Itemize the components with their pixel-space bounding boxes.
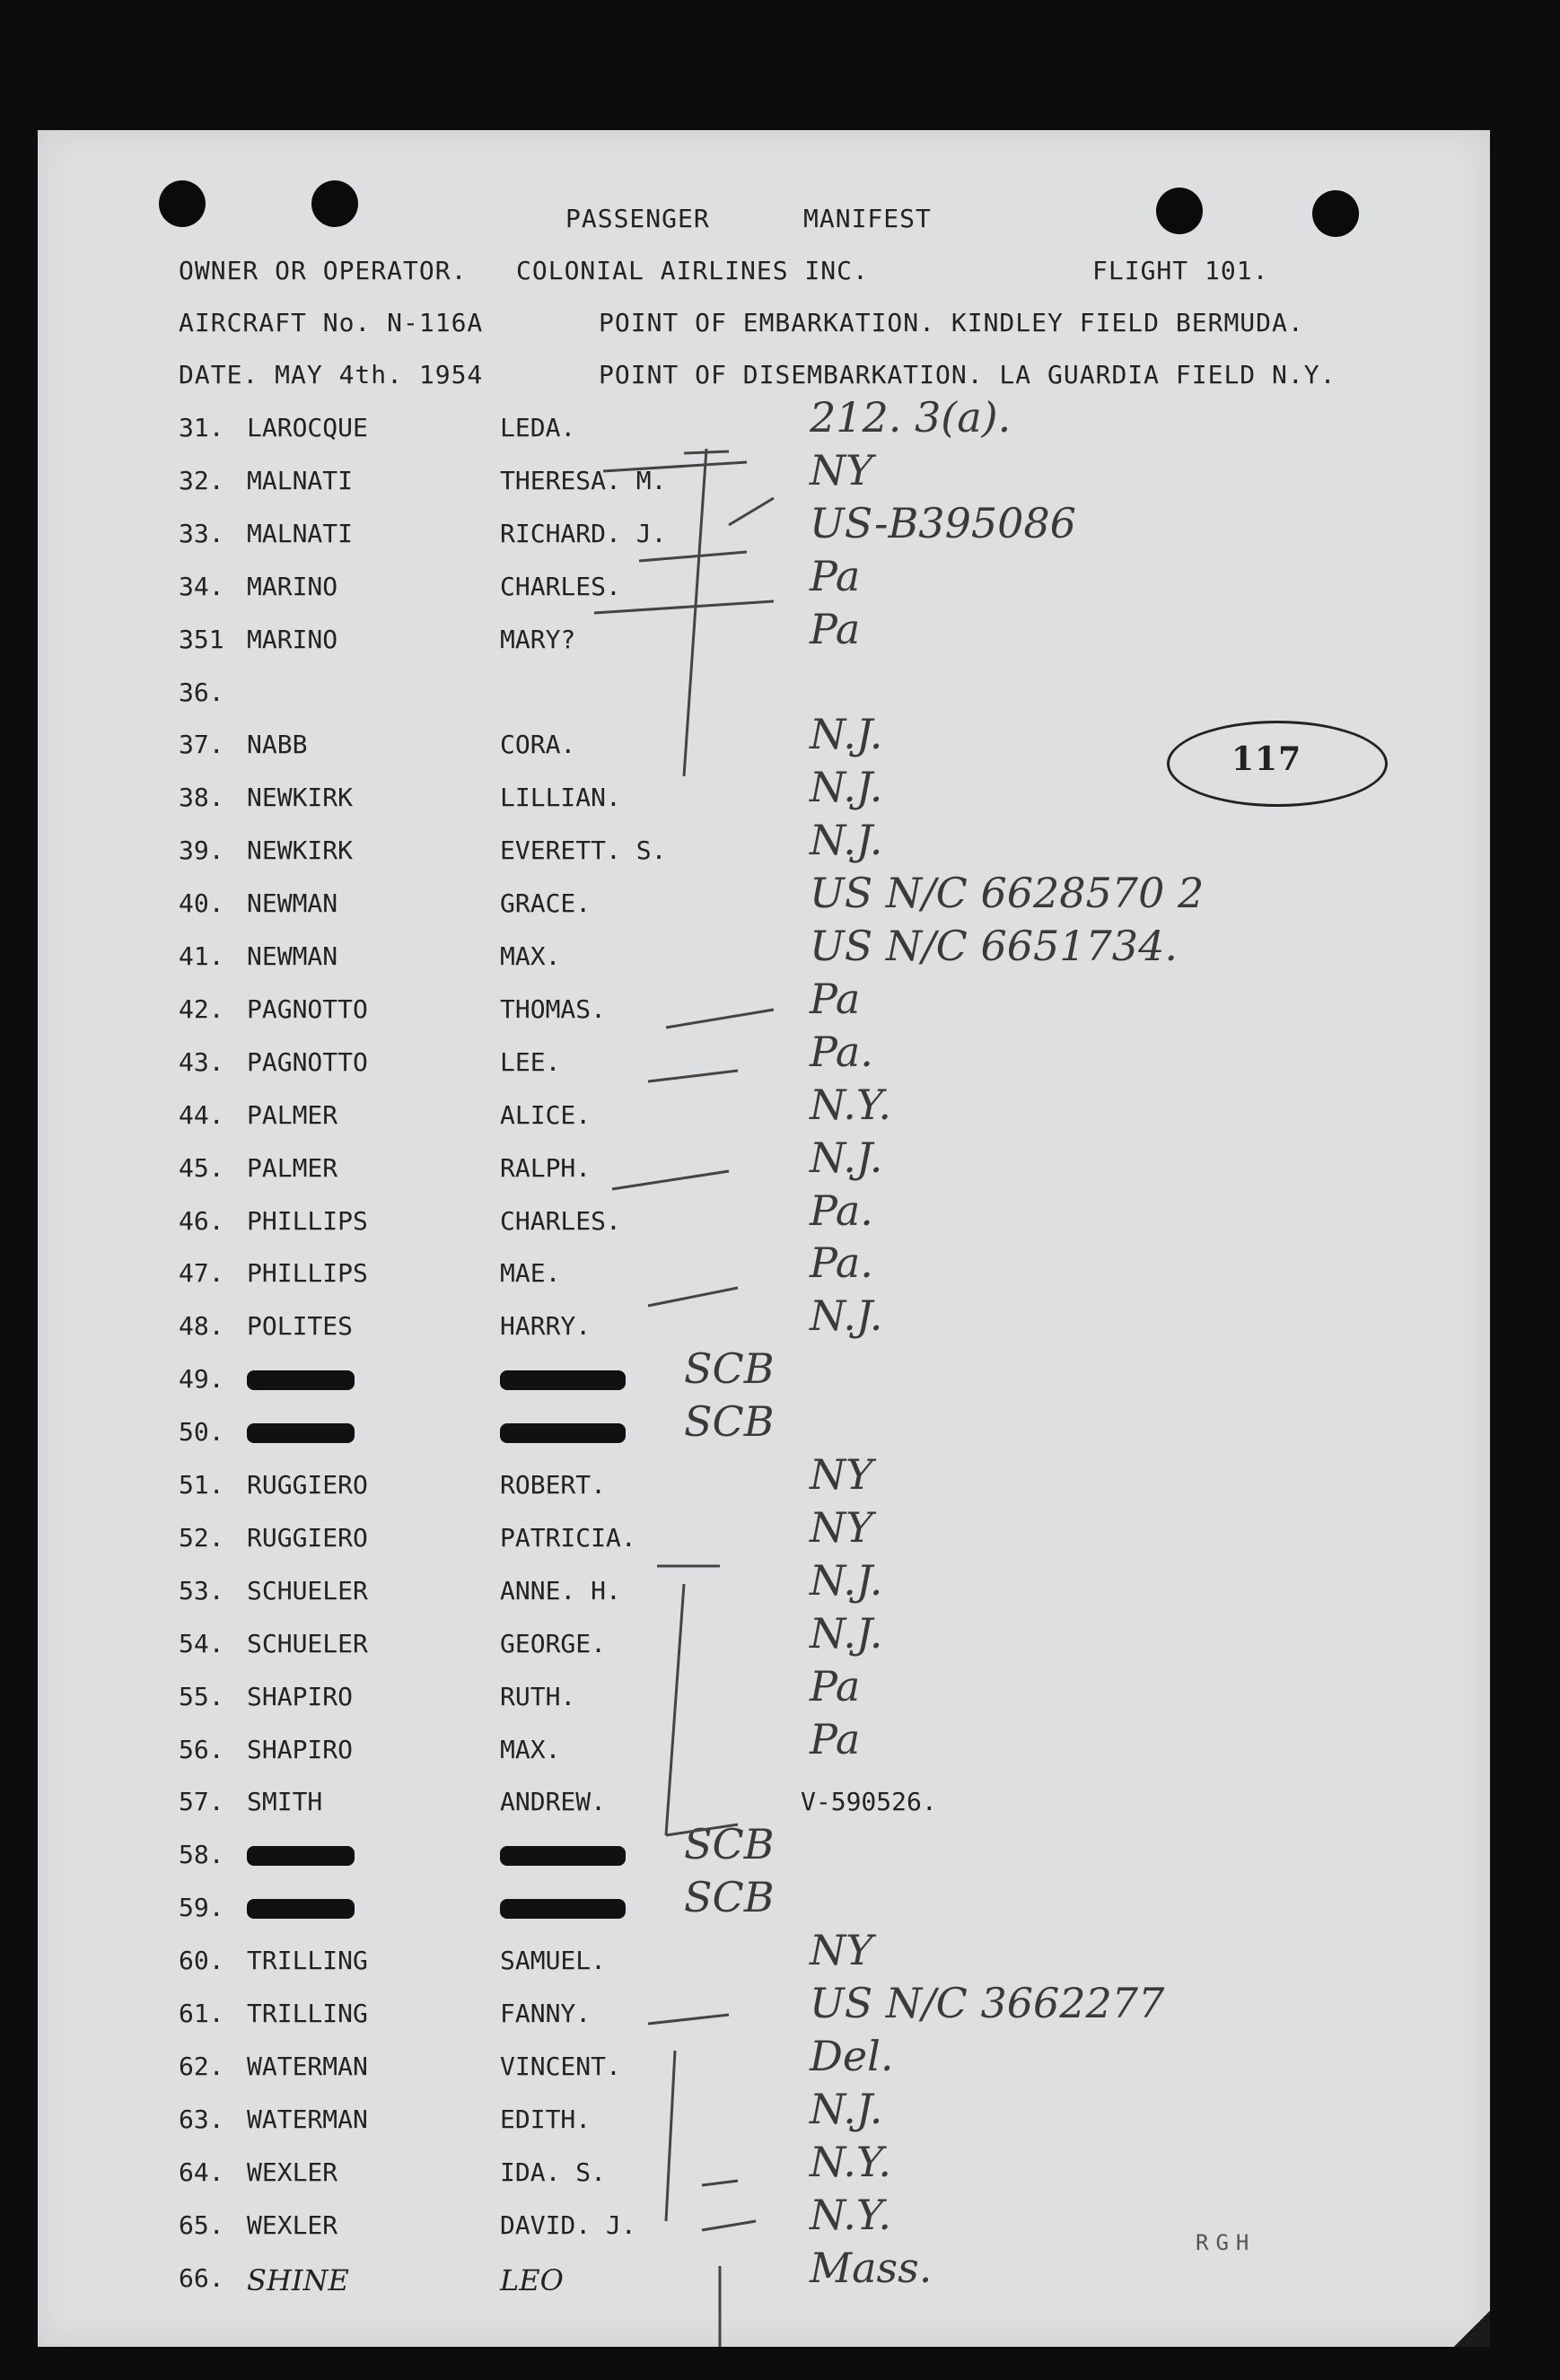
- passenger-number: 53.: [179, 1575, 224, 1606]
- passenger-surname: MALNATI: [247, 518, 354, 548]
- passenger-number: 56.: [179, 1734, 224, 1764]
- passenger-surname: NEWMAN: [247, 941, 338, 971]
- passenger-surname: PHILLIPS: [247, 1258, 368, 1289]
- passenger-surname: NEWKIRK: [247, 783, 354, 813]
- passenger-given-name: CHARLES.: [500, 1205, 621, 1236]
- passenger-given-name: MAX.: [500, 941, 561, 971]
- passenger-number: 36.: [179, 677, 224, 707]
- passenger-number: 33.: [179, 518, 224, 548]
- handwritten-note: Pa.: [810, 1238, 873, 1288]
- handwritten-note: US-B395086: [810, 498, 1076, 547]
- passenger-number: 39.: [179, 836, 224, 866]
- passenger-given-name: ALICE.: [500, 1099, 592, 1130]
- passenger-number: 351: [179, 624, 224, 654]
- passenger-given-name: RICHARD. J.: [500, 518, 667, 548]
- passenger-surname: SMITH: [247, 1787, 323, 1817]
- passenger-number: 40.: [179, 888, 224, 919]
- handwritten-note: Del.: [810, 2031, 894, 2080]
- passenger-given-name: ANDREW.: [500, 1787, 607, 1817]
- passenger-surname: SCHUELER: [247, 1575, 368, 1606]
- passenger-number: 38.: [179, 783, 224, 813]
- passenger-number: 32.: [179, 465, 224, 495]
- handwritten-note: N.J.: [810, 1291, 883, 1341]
- passenger-number: 34.: [179, 571, 224, 601]
- passenger-given-name: GEORGE.: [500, 1628, 607, 1658]
- passenger-surname: MARINO: [247, 624, 338, 654]
- handwritten-note: N.J.: [810, 1133, 883, 1182]
- passenger-surname: RUGGIERO: [247, 1522, 368, 1553]
- passenger-given-name: VINCENT.: [500, 2051, 621, 2081]
- passenger-number: 65.: [179, 2209, 224, 2240]
- passenger-number: 41.: [179, 941, 224, 971]
- handwritten-note: NY: [810, 1926, 873, 1975]
- passenger-given-name: HARRY.: [500, 1311, 592, 1342]
- passenger-surname: WATERMAN: [247, 2051, 368, 2081]
- passenger-given-name: GRACE.: [500, 888, 592, 919]
- passenger-surname: TRILLING: [247, 1999, 368, 2028]
- passenger-surname: NABB: [247, 730, 308, 760]
- handwritten-note: NY: [810, 445, 873, 494]
- passenger-surname: PHILLIPS: [247, 1205, 368, 1236]
- embarkation-point: POINT OF EMBARKATION. KINDLEY FIELD BERMUDA.: [599, 308, 1304, 337]
- passenger-given-name: ROBERT.: [500, 1470, 607, 1500]
- handwritten-note: Pa: [810, 1661, 861, 1711]
- page-number: 117: [1231, 740, 1302, 778]
- passenger-surname: PALMER: [247, 1152, 338, 1183]
- handwritten-note: Pa: [810, 604, 861, 653]
- passenger-number: 66.: [179, 2262, 224, 2293]
- handwritten-note: Pa: [810, 1714, 861, 1763]
- passenger-surname: WEXLER: [247, 2157, 338, 2187]
- passenger-number: 54.: [179, 1628, 224, 1658]
- passenger-given-name: DAVID. J.: [500, 2209, 636, 2240]
- passenger-given-name: CORA.: [500, 730, 576, 760]
- passenger-given-name: RALPH.: [500, 1152, 592, 1183]
- passenger-given-name: LILLIAN.: [500, 783, 621, 813]
- passenger-given-name: ANNE. H.: [500, 1575, 621, 1606]
- passenger-given-name: LEE.: [500, 1046, 561, 1077]
- passenger-number: 45.: [179, 1152, 224, 1183]
- handwritten-note: Pa.: [810, 1027, 873, 1076]
- handwritten-note: Pa.: [810, 1186, 873, 1235]
- passenger-given-name: IDA. S.: [500, 2157, 607, 2187]
- handwritten-note: Pa: [810, 974, 861, 1023]
- passenger-surname: PAGNOTTO: [247, 1046, 368, 1077]
- passenger-number: 62.: [179, 2051, 224, 2081]
- disembarkation-point: POINT OF DISEMBARKATION. LA GUARDIA FIELD N.Y.: [599, 360, 1337, 389]
- passenger-number: 48.: [179, 1311, 224, 1342]
- handwritten-note: US N/C 3662277: [810, 1979, 1165, 2027]
- passenger-surname: PALMER: [247, 1099, 338, 1130]
- passenger-number: 42.: [179, 993, 224, 1024]
- passenger-number: 52.: [179, 1522, 224, 1553]
- passenger-number: 55.: [179, 1681, 224, 1711]
- handwritten-note: N.J.: [810, 816, 883, 865]
- passenger-given-name: MARY?: [500, 624, 576, 654]
- passenger-given-name: EVERETT. S.: [500, 836, 667, 866]
- handwritten-note: N.J.: [810, 1608, 883, 1658]
- passenger-given-name: LEO: [500, 2262, 564, 2297]
- torn-corner: [1454, 2311, 1490, 2347]
- passenger-given-name: PATRICIA.: [500, 1522, 636, 1553]
- visa-number: V-590526.: [801, 1787, 937, 1817]
- passenger-given-name: EDITH.: [500, 2104, 592, 2134]
- footer-stamp: RGH: [1196, 2230, 1257, 2255]
- passenger-number: 63.: [179, 2104, 224, 2134]
- passenger-surname: SHINE: [247, 2262, 349, 2297]
- handwritten-note: Mass.: [810, 2243, 933, 2292]
- passenger-surname: LAROCQUE: [247, 413, 368, 442]
- passenger-surname: POLITES: [247, 1311, 354, 1342]
- handwritten-note: N.Y.: [810, 2137, 891, 2186]
- passenger-number: 50.: [179, 1417, 224, 1448]
- handwritten-note: NY: [810, 1450, 873, 1499]
- flight-number: FLIGHT 101.: [1092, 256, 1269, 285]
- handwritten-note: SCB: [684, 1820, 775, 1869]
- passenger-given-name: MAE.: [500, 1258, 561, 1289]
- passenger-surname: MARINO: [247, 571, 338, 601]
- handwritten-note: SCB: [684, 1397, 775, 1447]
- handwritten-note: US N/C 6628570 2: [810, 869, 1205, 918]
- passenger-number: 51.: [179, 1470, 224, 1500]
- passenger-given-name: THERESA. M.: [500, 465, 667, 495]
- owner-label: OWNER OR OPERATOR.: [179, 256, 468, 285]
- handwritten-note: US N/C 6651734.: [810, 922, 1178, 970]
- passenger-given-name: RUTH.: [500, 1681, 576, 1711]
- passenger-given-name: MAX.: [500, 1734, 561, 1764]
- aircraft-number: AIRCRAFT No. N-116A: [179, 308, 484, 337]
- handwritten-note: N.J.: [810, 710, 883, 759]
- passenger-surname: TRILLING: [247, 1946, 368, 1976]
- handwritten-note: N.Y.: [810, 2190, 891, 2239]
- passenger-number: 61.: [179, 1999, 224, 2028]
- passenger-number: 49.: [179, 1364, 224, 1395]
- passenger-number: 64.: [179, 2157, 224, 2187]
- passenger-surname: PAGNOTTO: [247, 993, 368, 1024]
- manifest-title-right: MANIFEST: [803, 204, 932, 233]
- passenger-surname: SHAPIRO: [247, 1681, 354, 1711]
- handwritten-note: N.J.: [810, 1555, 883, 1605]
- passenger-surname: SHAPIRO: [247, 1734, 354, 1764]
- passenger-surname: RUGGIERO: [247, 1470, 368, 1500]
- passenger-number: 37.: [179, 730, 224, 760]
- passenger-surname: NEWMAN: [247, 888, 338, 919]
- handwritten-note: N.Y.: [810, 1080, 891, 1129]
- handwritten-note: SCB: [684, 1344, 775, 1394]
- passenger-surname: SCHUELER: [247, 1628, 368, 1658]
- handwritten-marks: [38, 130, 1490, 2347]
- passenger-number: 59.: [179, 1893, 224, 1923]
- handwritten-note: SCB: [684, 1873, 775, 1922]
- passenger-given-name: CHARLES.: [500, 571, 621, 601]
- passenger-given-name: SAMUEL.: [500, 1946, 607, 1976]
- manifest-date: DATE. MAY 4th. 1954: [179, 360, 484, 389]
- passenger-number: 47.: [179, 1258, 224, 1289]
- handwritten-note: Pa: [810, 551, 861, 600]
- manifest-title-left: PASSENGER: [565, 204, 710, 233]
- passenger-number: 58.: [179, 1840, 224, 1870]
- owner-value: COLONIAL AIRLINES INC.: [516, 256, 869, 285]
- handwritten-note: N.J.: [810, 763, 883, 812]
- passenger-surname: NEWKIRK: [247, 836, 354, 866]
- passenger-surname: WEXLER: [247, 2209, 338, 2240]
- passenger-given-name: FANNY.: [500, 1999, 592, 2028]
- passenger-surname: MALNATI: [247, 465, 354, 495]
- handwritten-note: N.J.: [810, 2084, 883, 2133]
- passenger-number: 44.: [179, 1099, 224, 1130]
- passenger-number: 57.: [179, 1787, 224, 1817]
- passenger-given-name: THOMAS.: [500, 993, 607, 1024]
- passenger-given-name: LEDA.: [500, 413, 576, 442]
- passenger-number: 60.: [179, 1946, 224, 1976]
- passenger-surname: WATERMAN: [247, 2104, 368, 2134]
- handwritten-note: 212. 3(a).: [810, 393, 1012, 442]
- handwritten-note: NY: [810, 1502, 873, 1552]
- passenger-number: 43.: [179, 1046, 224, 1077]
- passenger-number: 31.: [179, 413, 224, 442]
- passenger-number: 46.: [179, 1205, 224, 1236]
- manifest-page: [38, 130, 1490, 2347]
